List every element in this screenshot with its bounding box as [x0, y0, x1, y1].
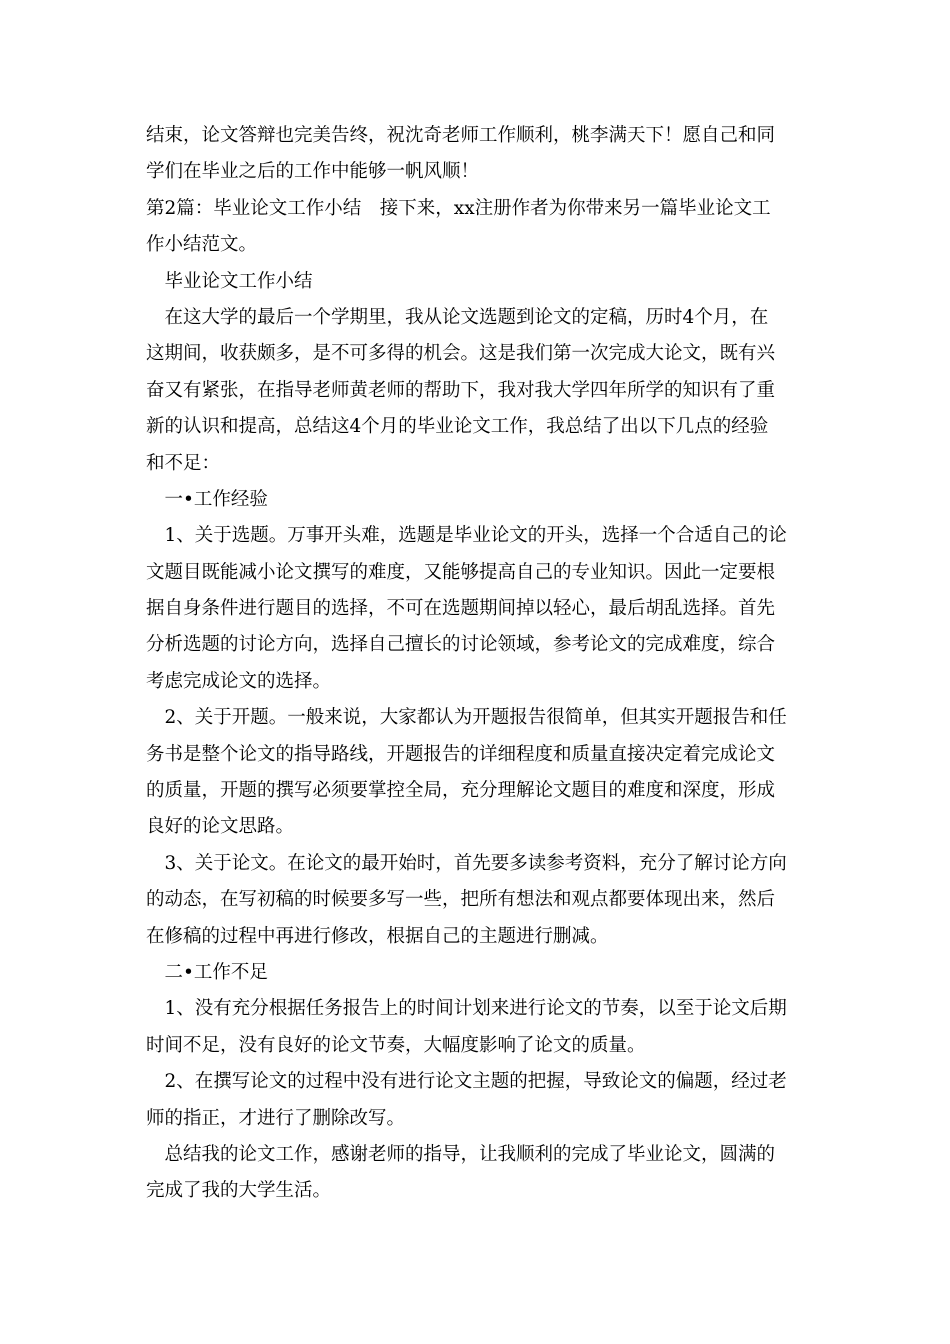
text-line: 学们在毕业之后的工作中能够一帆风顺！: [146, 161, 480, 183]
text-line: 2、在撰写论文的过程中没有进行论文主题的把握，导致论文的偏题，经过老: [146, 1071, 787, 1093]
text-line: 良好的论文思路。: [146, 816, 295, 838]
subheading-experience: 一•工作经验: [146, 488, 268, 510]
text-line: 2、关于开题。一般来说，大家都认为开题报告很简单，但其实开题报告和任: [146, 707, 787, 729]
text-line: 的质量，开题的撰写必须要掌控全局，充分理解论文题目的难度和深度，形成: [146, 780, 776, 802]
document-body: [146, 118, 806, 1210]
text-line: 的动态，在写初稿的时候要多写一些，把所有想法和观点都要体现出来，然后: [146, 889, 776, 911]
section-title: 毕业论文工作小结: [146, 270, 313, 292]
text-line: 文题目既能减小论文撰写的难度，又能够提高自己的专业知识。因此一定要根: [146, 561, 776, 583]
subheading-shortcomings: 二•工作不足: [146, 961, 268, 983]
text-line: 时间不足，没有良好的论文节奏，大幅度影响了论文的质量。: [146, 1034, 646, 1056]
text-line: 和不足：: [146, 452, 221, 474]
text-line: 1、没有充分根据任务报告上的时间计划来进行论文的节奏，以至于论文后期: [146, 998, 787, 1020]
text-line: 据自身条件进行题目的选择，不可在选题期间掉以轻心，最后胡乱选择。首先: [146, 598, 776, 620]
text-line: 师的指正，才进行了删除改写。: [146, 1107, 406, 1129]
chapter-heading-line: 第2篇：毕业论文工作小结 接下来，xx注册作者为你带来另一篇毕业论文工: [146, 197, 771, 219]
text-line: 在这大学的最后一个学期里，我从论文选题到论文的定稿，历时4个月，在: [146, 306, 769, 328]
text-line: 奋又有紧张，在指导老师黄老师的帮助下，我对我大学四年所学的知识有了重: [146, 379, 776, 401]
text-line: 这期间，收获颇多，是不可多得的机会。这是我们第一次完成大论文，既有兴: [146, 343, 776, 365]
text-line: 完成了我的大学生活。: [146, 1180, 332, 1202]
text-line: 3、关于论文。在论文的最开始时，首先要多读参考资料，充分了解讨论方向: [146, 852, 787, 874]
text-line: 分析选题的讨论方向，选择自己擅长的讨论领域，参考论文的完成难度，综合: [146, 634, 776, 656]
text-line: 1、关于选题。万事开头难，选题是毕业论文的开头，选择一个合适自己的论: [146, 525, 787, 547]
text-line: 总结我的论文工作，感谢老师的指导，让我顺利的完成了毕业论文，圆满的: [146, 1143, 776, 1165]
text-line: 在修稿的过程中再进行修改，根据自己的主题进行删减。: [146, 925, 609, 947]
text-line: 务书是整个论文的指导路线，开题报告的详细程度和质量直接决定着完成论文: [146, 743, 776, 765]
text-line: 新的认识和提高，总结这4个月的毕业论文工作，我总结了出以下几点的经验: [146, 416, 769, 438]
text-line: 考虑完成论文的选择。: [146, 670, 332, 692]
text-line: 结束，论文答辩也完美告终，祝沈奇老师工作顺利，桃李满天下！愿自己和同: [146, 125, 776, 146]
text-line: 作小结范文。: [146, 234, 258, 256]
